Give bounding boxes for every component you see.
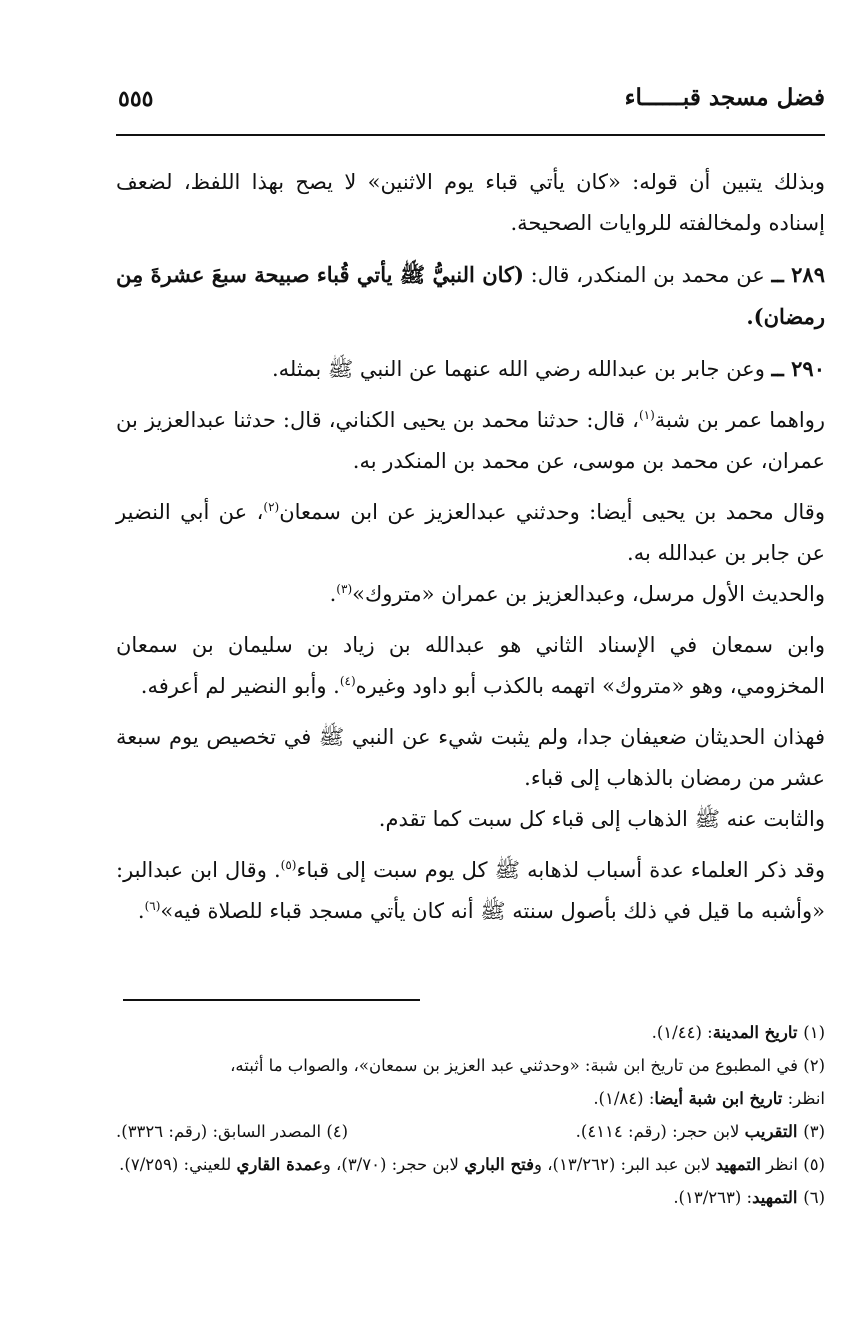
footnote-ref-1[interactable]: (١) [638, 408, 655, 422]
source-title: عمدة القاري [236, 1155, 323, 1174]
footnote-4 [116, 1115, 348, 1148]
footnotes [116, 1016, 825, 1214]
hadith-text: (كان النبيُّ ﷺ يأتي قُباء صبيحة سبعَ عشرةَ مِن رمضان). [116, 262, 825, 329]
header-rule [116, 134, 825, 136]
hadith-289 [116, 254, 825, 338]
paragraph-narration [116, 400, 825, 482]
paragraph-first-hadith-ruling [116, 574, 825, 615]
footnote-ref-4[interactable]: (٤) [339, 674, 356, 688]
text-segment: . [329, 582, 337, 606]
footnote-2 [116, 1049, 825, 1082]
hadith-number: ٢٨٩ ــ [771, 262, 825, 287]
text-segment: رواهما عمر بن شبة [654, 408, 825, 432]
footnote-ref-5[interactable]: (٥) [280, 858, 297, 872]
footnote-2-continued [116, 1082, 825, 1115]
source-title: تاريخ المدينة [712, 1023, 804, 1042]
text-segment: انظر: [782, 1089, 825, 1108]
footnote-number: (١) [803, 1023, 825, 1042]
paragraph-second-chain [116, 492, 825, 574]
hadith-290 [116, 348, 825, 390]
text-segment: : (١/٤٤). [651, 1023, 713, 1042]
text-segment: : (١٣/٢٦٣). [673, 1188, 753, 1207]
running-header-title: فضل مسجد قبــــــاء [624, 84, 825, 111]
source-title: التمهيد [752, 1188, 804, 1207]
text-segment: وقال محمد بن يحيى أيضا: وحدثني عبدالعزيز عن ابن سمعان [279, 500, 825, 524]
footnote-separator [123, 999, 420, 1001]
footnote-number: (٣) [803, 1122, 825, 1141]
text-segment: انظر [760, 1155, 804, 1174]
text-segment: : (١/٨٤). [593, 1089, 655, 1108]
text-segment: . وأبو النضير لم أعرفه. [140, 674, 340, 698]
footnote-number: (٦) [803, 1188, 825, 1207]
footnote-number: (٥) [803, 1155, 825, 1174]
text-segment: . وقال ابن عبدالبر: «وأشبه ما قيل في ذلك بأصول سنته ﷺ أنه كان يأتي مسجد قباء للصلاة فيه» [116, 858, 825, 923]
text-segment: للعيني: (٧/٢٥٩). [119, 1155, 237, 1174]
footnote-ref-6[interactable]: (٦) [144, 899, 161, 913]
source-title: التقريب [744, 1122, 804, 1141]
text-segment: . [137, 899, 145, 923]
hadith-intro: عن محمد بن المنكدر، قال: [523, 263, 772, 287]
footnote-5 [116, 1148, 825, 1181]
main-text [116, 162, 825, 942]
paragraph-ibn-samaan [116, 625, 825, 707]
text-segment: المصدر السابق: (رقم: ٣٣٢٦). [116, 1122, 327, 1141]
footnote-6 [116, 1181, 825, 1214]
text-segment: وابن سمعان في الإسناد الثاني هو عبدالله بن زياد بن سليمان بن سمعان المخزومي، وهو «متروك» اتهمه بالكذب أبو داود وغيره [116, 633, 825, 698]
footnote-ref-2[interactable]: (٢) [263, 500, 280, 514]
footnote-number: (٢) [803, 1056, 825, 1075]
paragraph-conclusion: فهذان الحديثان ضعيفان جدا، ولم يثبت شيء عن النبي ﷺ في تخصيص يوم سبعة عشر من رمضان بالذهاب إلى قباء. [116, 725, 825, 790]
paragraph-reasons [116, 850, 825, 932]
text-segment: ، عن أبي النضير عن جابر بن عبدالله به. [116, 500, 825, 565]
footnotes-3-4 [116, 1115, 825, 1148]
source-title: تاريخ ابن شبة أيضا [654, 1089, 783, 1108]
hadith-text: وعن جابر بن عبدالله رضي الله عنهما عن النبي ﷺ بمثله. [271, 357, 772, 381]
text-segment: لابن حجر: (٣/٧٠)، و [322, 1155, 465, 1174]
source-title: التمهيد [715, 1155, 761, 1174]
text-segment: لابن حجر: (رقم: ٤١١٤). [575, 1122, 745, 1141]
source-title: فتح الباري [464, 1155, 534, 1174]
text-segment: في المطبوع من تاريخ ابن شبة: «وحدثني عبد العزيز بن سمعان»، والصواب ما أثبته، [230, 1056, 804, 1075]
paragraph-1: وبذلك يتبين أن قوله: «كان يأتي قباء يوم الاثنين» لا يصح بهذا اللفظ، لضعف إسناده ولمخالفته للروايات الصحيحة. [116, 170, 825, 235]
paragraph-established: والثابت عنه ﷺ الذهاب إلى قباء كل سبت كما تقدم. [378, 807, 825, 831]
text-segment: وقد ذكر العلماء عدة أسباب لذهابه ﷺ كل يوم سبت إلى قباء [296, 858, 826, 882]
text-segment: لابن عبد البر: (١٣/٢٦٢)، و [533, 1155, 716, 1174]
footnote-ref-3[interactable]: (٣) [336, 582, 353, 596]
footnote-3 [576, 1115, 825, 1148]
text-segment: ، قال: حدثنا محمد بن يحيى الكناني، قال: حدثنا عبدالعزيز بن عمران، عن محمد بن موسى، عن محمد بن المنكدر به. [116, 408, 825, 473]
text-segment: والحديث الأول مرسل، وعبدالعزيز بن عمران «متروك» [352, 582, 825, 606]
footnote-1 [116, 1016, 825, 1049]
hadith-number: ٢٩٠ ــ [771, 356, 825, 381]
page-number: ٥٥٥ [118, 86, 154, 112]
footnote-number: (٤) [326, 1122, 349, 1141]
